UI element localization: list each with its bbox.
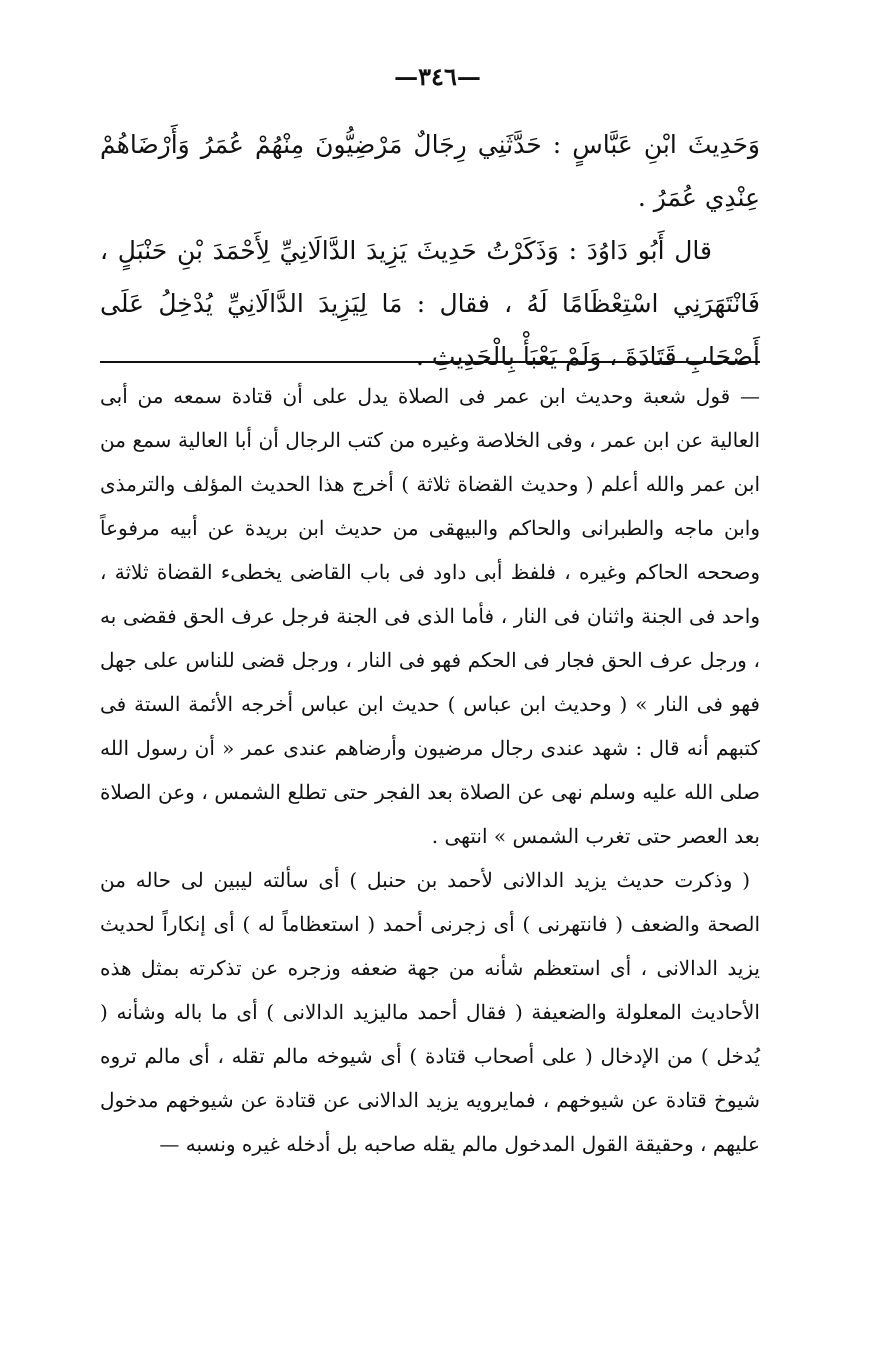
footnote-divider <box>100 361 760 363</box>
hadith-paragraph: قال أَبُو دَاوُدَ : وَذَكَرْتُ حَدِيثَ يَزِيدَ الدَّالَانِيِّ لِأَحْمَدَ بْنِ حَنْبَلٍ ، فَانْتَهَرَنِي اسْتِعْظَامًا لَهُ ، فقال : مَا لِيَزِيدَ الدَّالَانِيِّ يُدْخِلُ عَلَى أَصْحَابِ قَتَادَةَ ، وَلَمْ يَعْبَأْ بِالْحَدِيثِ . <box>100 236 760 371</box>
commentary-text <box>100 374 760 1166</box>
page-number: —٣٤٦— <box>394 62 481 91</box>
commentary-paragraph: — قول شعبة وحديث ابن عمر فى الصلاة يدل على أن قتادة سمعه من أبى العالية عن ابن عمر ، وفى الخلاصة وغيره من كتب الرجال أن أبا العالية سمع من ابن عمر والله أعلم ( وحديث القضاة ثلاثة ) أخرج هذا الحديث المؤلف والترمذى وابن ماجه والطبرانى والحاكم والبيهقى من حديث ابن بريدة عن أبيه مرفوعاً وصححه الحاكم وغيره ، فلفظ أبى داود فى باب القاضى يخطىء القضاة ثلاثة ، واحد فى الجنة واثنان فى النار ، فأما الذى فى الجنة فرجل عرف الحق فقضى به ، ورجل عرف الحق فجار فى الحكم فهو فى النار ، ورجل قضى للناس على جهل فهو فى النار » ( وحديث ابن عباس ) حديث ابن عباس أخرجه الأئمة الستة فى كتبهم أنه قال : شهد عندى رجال مرضيون وأرضاهم عندى عمر « أن رسول الله صلى الله عليه وسلم نهى عن الصلاة بعد الفجر حتى تطلع الشمس ، وعن الصلاة بعد العصر حتى تغرب الشمس » انتهى . <box>100 384 760 848</box>
commentary-paragraph: ( وذكرت حديث يزيد الدالانى لأحمد بن حنبل ) أى سألته ليبين لى حاله من الصحة والضعف ( فانتهرنى ) أى زجرنى أحمد ( استعظاماً له ) أى إنكاراً لحديث يزيد الدالانى ، أى استعظم شأنه من جهة ضعفه وزجره عن تذكرته بمثل هذه الأحاديث المعلولة والضعيفة ( فقال أحمد ماليزيد الدالانى ) أى ما باله وشأنه ( يُدخل ) من الإدخال ( على أصحاب قتادة ) أى شيوخه مالم تقله ، أى مالم تروه شيوخ قتادة عن شيوخهم ، فمايرويه يزيد الدالانى عن قتادة عن شيوخهم مدخول عليهم ، وحقيقة القول المدخول مالم يقله صاحبه بل أدخله غيره ونسبه — <box>100 868 760 1156</box>
hadith-text <box>100 118 760 383</box>
hadith-paragraph: وَحَدِيثَ ابْنِ عَبَّاسٍ : حَدَّثَنِي رِجَالٌ مَرْضِيُّونَ مِنْهُمْ عُمَرُ وَأَرْضَاهُمْ عِنْدِي عُمَرُ . <box>100 130 760 212</box>
